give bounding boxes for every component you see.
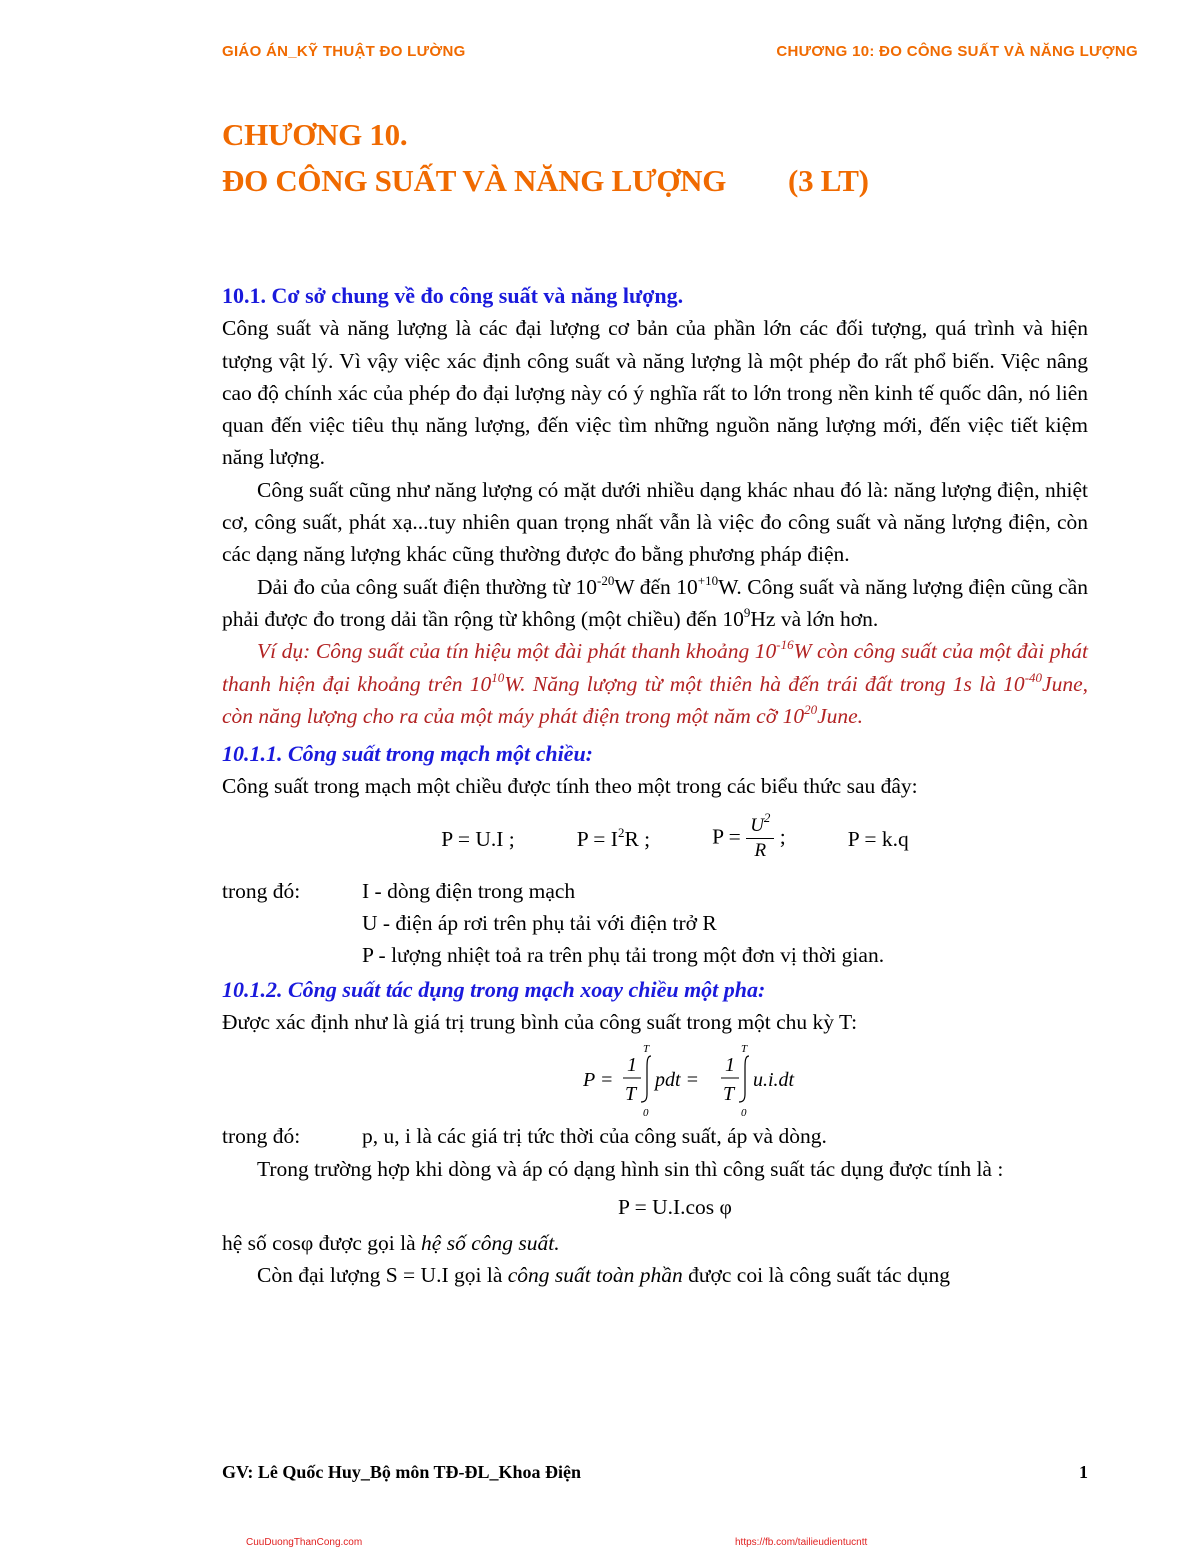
- ac-where-text: p, u, i là các giá trị tức thời của công suất, áp và dòng.: [362, 1124, 827, 1149]
- ac-where-label: trong đó:: [222, 1124, 301, 1149]
- para3-text-a: Dải đo của công suất điện thường từ 10: [257, 574, 597, 599]
- fraction-denominator: R: [754, 840, 767, 862]
- watermark-right: https://fb.com/tailieudientucntt: [735, 1537, 868, 1548]
- formula-cos-phi: P = U.I.cos φ: [618, 1194, 732, 1219]
- integral-formula: [307, 1038, 1088, 1120]
- ac-where-block: [222, 1120, 1088, 1152]
- chapter-title: [222, 112, 869, 204]
- formula-p-u2r-tail: ;: [779, 824, 786, 849]
- running-header-right: CHƯƠNG 10: ĐO CÔNG SUẤT VÀ NĂNG LƯỢNG: [776, 43, 1138, 60]
- formula-p-i2r-b: R ;: [624, 826, 651, 851]
- formula-p-i2r: [577, 823, 650, 855]
- apparent-power-line: [222, 1259, 1088, 1291]
- int1-body: pdt =: [654, 1069, 699, 1092]
- int1-upper: T: [642, 1043, 649, 1056]
- int-frac2-den: T: [722, 1083, 734, 1106]
- int-frac1-num: 1: [626, 1054, 637, 1077]
- int-lhs: P =: [582, 1069, 613, 1092]
- formula-p-ui: P = U.I ;: [441, 826, 515, 851]
- example-text-e: June.: [817, 703, 864, 728]
- para3-exponent-3: 9: [743, 604, 751, 620]
- fraction-numerator: [746, 810, 774, 839]
- where-label: trong đó:: [222, 878, 301, 903]
- chapter-name-line: [222, 158, 869, 204]
- formula-p-i2r-a: P = I: [576, 826, 618, 851]
- power-factor-line: [222, 1227, 1088, 1259]
- chapter-hours: (3 LT): [788, 163, 869, 198]
- where-item-u: U - điện áp rơi trên phụ tải với điện trở R: [362, 911, 717, 936]
- example-exponent-3: -40: [1024, 669, 1043, 685]
- dc-power-intro: Công suất trong mạch một chiều được tính theo một trong các biểu thức sau đây:: [222, 774, 918, 799]
- formula-p-kq: P = k.q: [847, 826, 909, 851]
- int2-body: u.i.dt: [752, 1069, 794, 1092]
- apparent-text-b: được coi là công suất tác dụng: [682, 1263, 950, 1288]
- fraction-num-exponent: 2: [763, 810, 771, 826]
- integral-sign-1: [641, 1056, 651, 1102]
- section-heading-10-1: 10.1. Cơ sở chung về đo công suất và năng lượng.: [222, 283, 684, 308]
- ac-power-intro: Được xác định như là giá trị trung bình của công suất trong một chu kỳ T:: [222, 1009, 858, 1034]
- chapter-number: CHƯƠNG 10.: [222, 117, 408, 152]
- int2-upper: T: [740, 1043, 747, 1056]
- pf-term: hệ số công suất.: [421, 1231, 560, 1256]
- example-text-d: June, còn năng lượng cho ra của một máy phát điện trong một năm cỡ 10: [222, 671, 1088, 728]
- int-frac1-den: T: [624, 1083, 636, 1106]
- apparent-text-a: Còn đại lượng S = U.I gọi là: [257, 1263, 508, 1288]
- para3-exponent-1: -20: [596, 572, 615, 588]
- int2-lower: 0: [740, 1107, 746, 1120]
- example-paragraph: [222, 635, 1088, 732]
- example-text-c: W. Năng lượng từ một thiên hà đến trái đất trong 1s là 10: [504, 671, 1025, 696]
- formula-p-i2r-exponent: 2: [617, 824, 625, 840]
- example-text-a: Ví dụ: Công suất của tín hiệu một đài phát thanh khoảng 10: [257, 639, 777, 664]
- footer-author: GV: Lê Quốc Huy_Bộ môn TĐ-ĐL_Khoa Điện: [222, 1462, 582, 1482]
- paragraph-2: Công suất cũng như năng lượng có mặt dưới nhiều dạng khác nhau đó là: năng lượng điện, nhiệt cơ, công suất, phát xạ...tuy nhiên quan trọng nhất vẫn là việc đo công suất và năng lượng điện, còn các dạng năng lượng khác cũng thường được đo bằng phương pháp điện.: [222, 477, 1088, 567]
- page-number: 1: [1079, 1462, 1088, 1482]
- chapter-name: ĐO CÔNG SUẤT VÀ NĂNG LƯỢNG: [222, 163, 727, 198]
- para3-exponent-2: +10: [697, 572, 719, 588]
- example-exponent-1: -16: [776, 637, 794, 653]
- example-exponent-2: 10: [491, 669, 505, 685]
- para3-text-b: W đến 10: [614, 574, 698, 599]
- where-item-p: P - lượng nhiệt toả ra trên phụ tải trong một đơn vị thời gian.: [362, 943, 885, 968]
- paragraph-3: [222, 571, 1088, 636]
- main-content: [222, 280, 1088, 1292]
- pf-text: hệ số cosφ được gọi là: [222, 1231, 422, 1256]
- fraction-num-u: U: [750, 815, 764, 837]
- example-exponent-4: 20: [804, 701, 818, 717]
- section-heading-10-1-2: 10.1.2. Công suất tác dụng trong mạch xoay chiều một pha:: [222, 976, 766, 1002]
- dc-where-block: [222, 875, 1088, 907]
- integral-sign-2: [739, 1056, 749, 1102]
- apparent-term: công suất toàn phần: [507, 1263, 683, 1288]
- integral-formula-svg: [583, 1038, 813, 1120]
- where-item-i: I - dòng điện trong mạch: [362, 878, 576, 903]
- int1-lower: 0: [642, 1107, 648, 1120]
- paragraph-1: Công suất và năng lượng là các đại lượng cơ bản của phần lớn các đối tượng, quá trình và hiện tượng vật lý. Vì vậy việc xác định công suất và năng lượng là một phép đo rất phổ biến. Việc nâng cao độ chính xác của phép đo đại lượng này có ý nghĩa rất to lớn trong nền kinh tế quốc dân, nó liên quan đến việc tiêu thụ năng lượng, đến việc tìm những nguồn năng lượng mới, đến việc tiết kiệm năng lượng.: [222, 316, 1088, 470]
- int-frac2-num: 1: [724, 1054, 735, 1077]
- running-header-left: GIÁO ÁN_KỸ THUẬT ĐO LƯỜNG: [222, 43, 466, 60]
- sinusoidal-paragraph: Trong trường hợp khi dòng và áp có dạng hình sin thì công suất tác dụng được tính là :: [257, 1156, 1004, 1181]
- para3-text-c: W. Công suất và năng lượng điện cũng cần phải được đo trong dải tần rộng từ không (một chiều) đến 10: [222, 574, 1088, 631]
- watermark-left: CuuDuongThanCong.com: [246, 1537, 363, 1548]
- para3-text-d: Hz và lớn hơn.: [750, 606, 879, 631]
- section-heading-10-1-1: 10.1.1. Công suất trong mạch một chiều:: [222, 741, 594, 767]
- formula-p-u2r: [712, 810, 786, 863]
- dc-power-formulas: [262, 803, 1088, 875]
- fraction-u2-over-r: [746, 810, 774, 863]
- formula-p-u2r-lhs: P =: [712, 824, 741, 849]
- example-text-b: W còn công suất của một đài phát thanh hiện đại khoảng trên 10: [222, 639, 1089, 696]
